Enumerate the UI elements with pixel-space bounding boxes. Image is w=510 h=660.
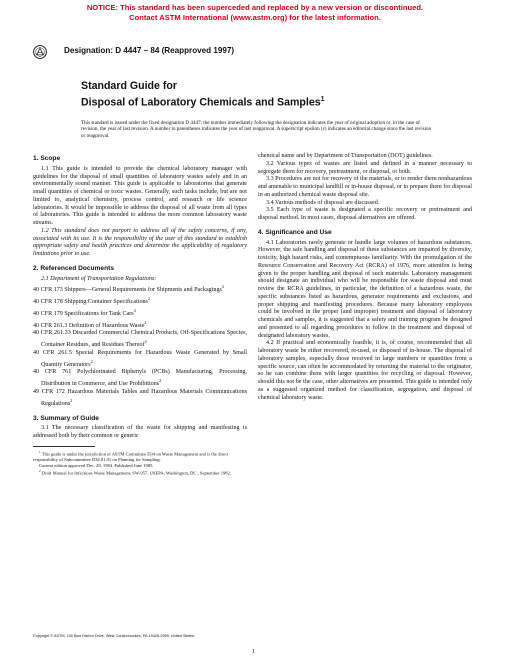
reference-list: [33, 283, 247, 408]
paragraph-1-2: 1.2 This standard does not purport to address all of the safety concerns, if any, associated with its use. It is the responsibility of the user of this standard to establish appropriate safety and health practices and determine the applicability of regulatory limitations prior to use.: [33, 227, 247, 257]
paragraph-1-1: 1.1 This guide is intended to provide the chemical laboratory manager with guidelines for the disposal of small quantities of laboratory wastes safely and in an environmentally sound manner. This guide is applicable to laboratories that generate small quantities of chemical or toxic wastes. Generally, such tasks include, but are not limited to, analytical chemistry, process control, and research or life science laboratories. It would be impossible to address the disposal of all waste from all types of laboratories. This guide is intended to address the more common laboratory waste streams.: [33, 165, 247, 226]
paragraph-3-2: 3.2 Various types of wastes are listed and defined in a manner necessary to segregate them for recovery, pretreatment, or disposal, or both.: [258, 160, 472, 175]
summary-heading: 3. Summary of Guide: [33, 414, 99, 422]
references-heading: 2. Referenced Documents: [33, 264, 114, 272]
supersede-notice: [0, 3, 510, 23]
paragraph-4-2: 4.2 If practical and economically feasible, it is, of course, recommended that all laboratory waste be either recovered, re-used, or disposed of in-house. The disposal of laboratory samples, especially those received in large numbers or quantities from a specific source, can often be accommodated by returning the material to the originator, so he can combine them with larger quantities for recycling or disposal. However, should this not be the case, other alternatives are presented. This guide is intended only as a suggested organized method for classification, segregation, and disposal of chemical laboratory waste.: [258, 340, 472, 401]
paragraph-3-4: 3.4 Various methods of disposal are discussed.: [266, 199, 380, 206]
paragraph-3-1: 3.1 The necessary classification of the waste for shipping and manifesting is addressed both by their common or generic: [33, 425, 247, 439]
reference-item: 40 CFR 178 Shipping Container Specifications$^2$: [33, 296, 151, 306]
footnote-divider: [33, 446, 95, 447]
footnotes: [33, 450, 247, 476]
notice-line-1: NOTICE: This standard has been superceded and replaced by a new version or discontinued.: [86, 3, 424, 12]
paragraph-3-1-continued: chemical name and by Department of Transportation (DOT) guidelines.: [258, 153, 433, 159]
paragraph-3-3: 3.3 Procedures are not for recovery of the materials, or to render them nonhazardous and amenable to municipal landfill or in-house disposal, or to prepare them for disposal in an authorized chemical waste disposal site.: [258, 176, 472, 198]
reference-item: 40 CFR 261.5 Special Requirements for Hazardous Waste Generated by Small Quantity Generators$^2$: [33, 349, 247, 368]
title-footnote-mark: 1: [320, 96, 325, 103]
reference-item: 40 CFR 173 Shippers—General Requirements for Shipments and Packagings$^2$: [33, 284, 225, 294]
significance-heading: 4. Significance and Use: [258, 228, 332, 236]
paragraph-4-1: 4.1 Laboratories rarely generate or handle large volumes of hazardous substances. However, the safe handling and disposal of these substances are impaired by diversity, toxicity, high hazard risks, and contemptuous familiarity. With the promulgation of the Resource Conservation and Recovery Act (RCRA) of 1976, more attention is being given to the proper handling and disposal of such materials. Laboratory management should designate an individual who will be responsible for waste disposal and must review the RCRA guidelines, in particular, the definition of a hazardous waste, the specific substances listed as hazardous, generator requirements and exclusions, and proper shipping and manifesting procedures. Because many laboratory employees could be involved in the proper (and improper) treatment and disposal of laboratory chemicals and samples, it is suggested that a safety and training program be designed and presented to all regarding procedures to follow in the treatment and disposal of designated laboratory wastes.: [258, 239, 472, 339]
issued-note: This standard is issued under the fixed designation D 4447; the number immediately following the designation indicates the year of original adoption or, in the case of revision, the year of last revision. A number in parentheses indicates the year of last reapproval. A superscript epsilon (ε) indicates an editorial change since the last revision or reapproval.: [81, 120, 432, 139]
left-column: [33, 155, 247, 476]
right-column: [258, 153, 472, 402]
scope-heading: 1. Scope: [33, 155, 61, 162]
paragraph-3-5: 3.5 Each type of waste is designated a specific recovery or pretreatment and disposal method. In most cases, disposal alternatives are offered.: [258, 207, 472, 221]
reference-item: 40 CFR 261.33 Discarded Commercial Chemical Products, Off-Specifications Species, Container Residues, and Residues Thereof$^2$: [33, 330, 247, 349]
astm-logo-icon: [33, 45, 47, 59]
document-title: [81, 80, 325, 110]
footnote: Current edition approved Dec. 28, 1984. Published June 1985.: [39, 462, 154, 468]
title-line-2: Disposal of Laboratory Chemicals and Samples$^1$: [81, 96, 325, 109]
reference-item: 40 CFR 261.3 Definition of Hazardous Waste$^2$: [33, 319, 147, 329]
footnote: $^2$ Draft Manual for Infectious Waste Management, SW-957, USEPA, Washington, DC., September 1982.: [39, 468, 232, 476]
copyright-line: Copyright © ASTM, 100 Barr Harbor Drive, West Conshohocken, PA 19428-2959, United States.: [33, 634, 195, 638]
reference-item: 40 CFR 179 Specifications for Tank Cars$^2$: [33, 307, 136, 317]
footnote: $^1$ This guide is under the jurisdiction of ASTM Committee D34 on Waste Management and is the direct responsibility of Subcommittee D34.01.01 on Planning for Sampling.: [33, 449, 229, 463]
paragraph-2-1: 2.1 Department of Transportation Regulations:: [41, 275, 157, 282]
reference-item: 40 CFR 761 Polychlorinated Biphenyls (PCBs) Manufacturing, Processing, Distribution in Commerce, and Use Prohibitions$^2$: [33, 369, 247, 388]
notice-line-2: Contact ASTM International (www.astm.org) for the latest information.: [129, 13, 381, 22]
page-number: 1: [252, 649, 255, 655]
title-line-1: Standard Guide for: [81, 80, 177, 92]
reference-item: 49 CFR 172 Hazardous Materials Tables and Hazardous Materials Communications Regulations$^2$: [33, 388, 247, 407]
designation: Designation: D 4447 – 84 (Reapproved 1997): [64, 46, 235, 55]
